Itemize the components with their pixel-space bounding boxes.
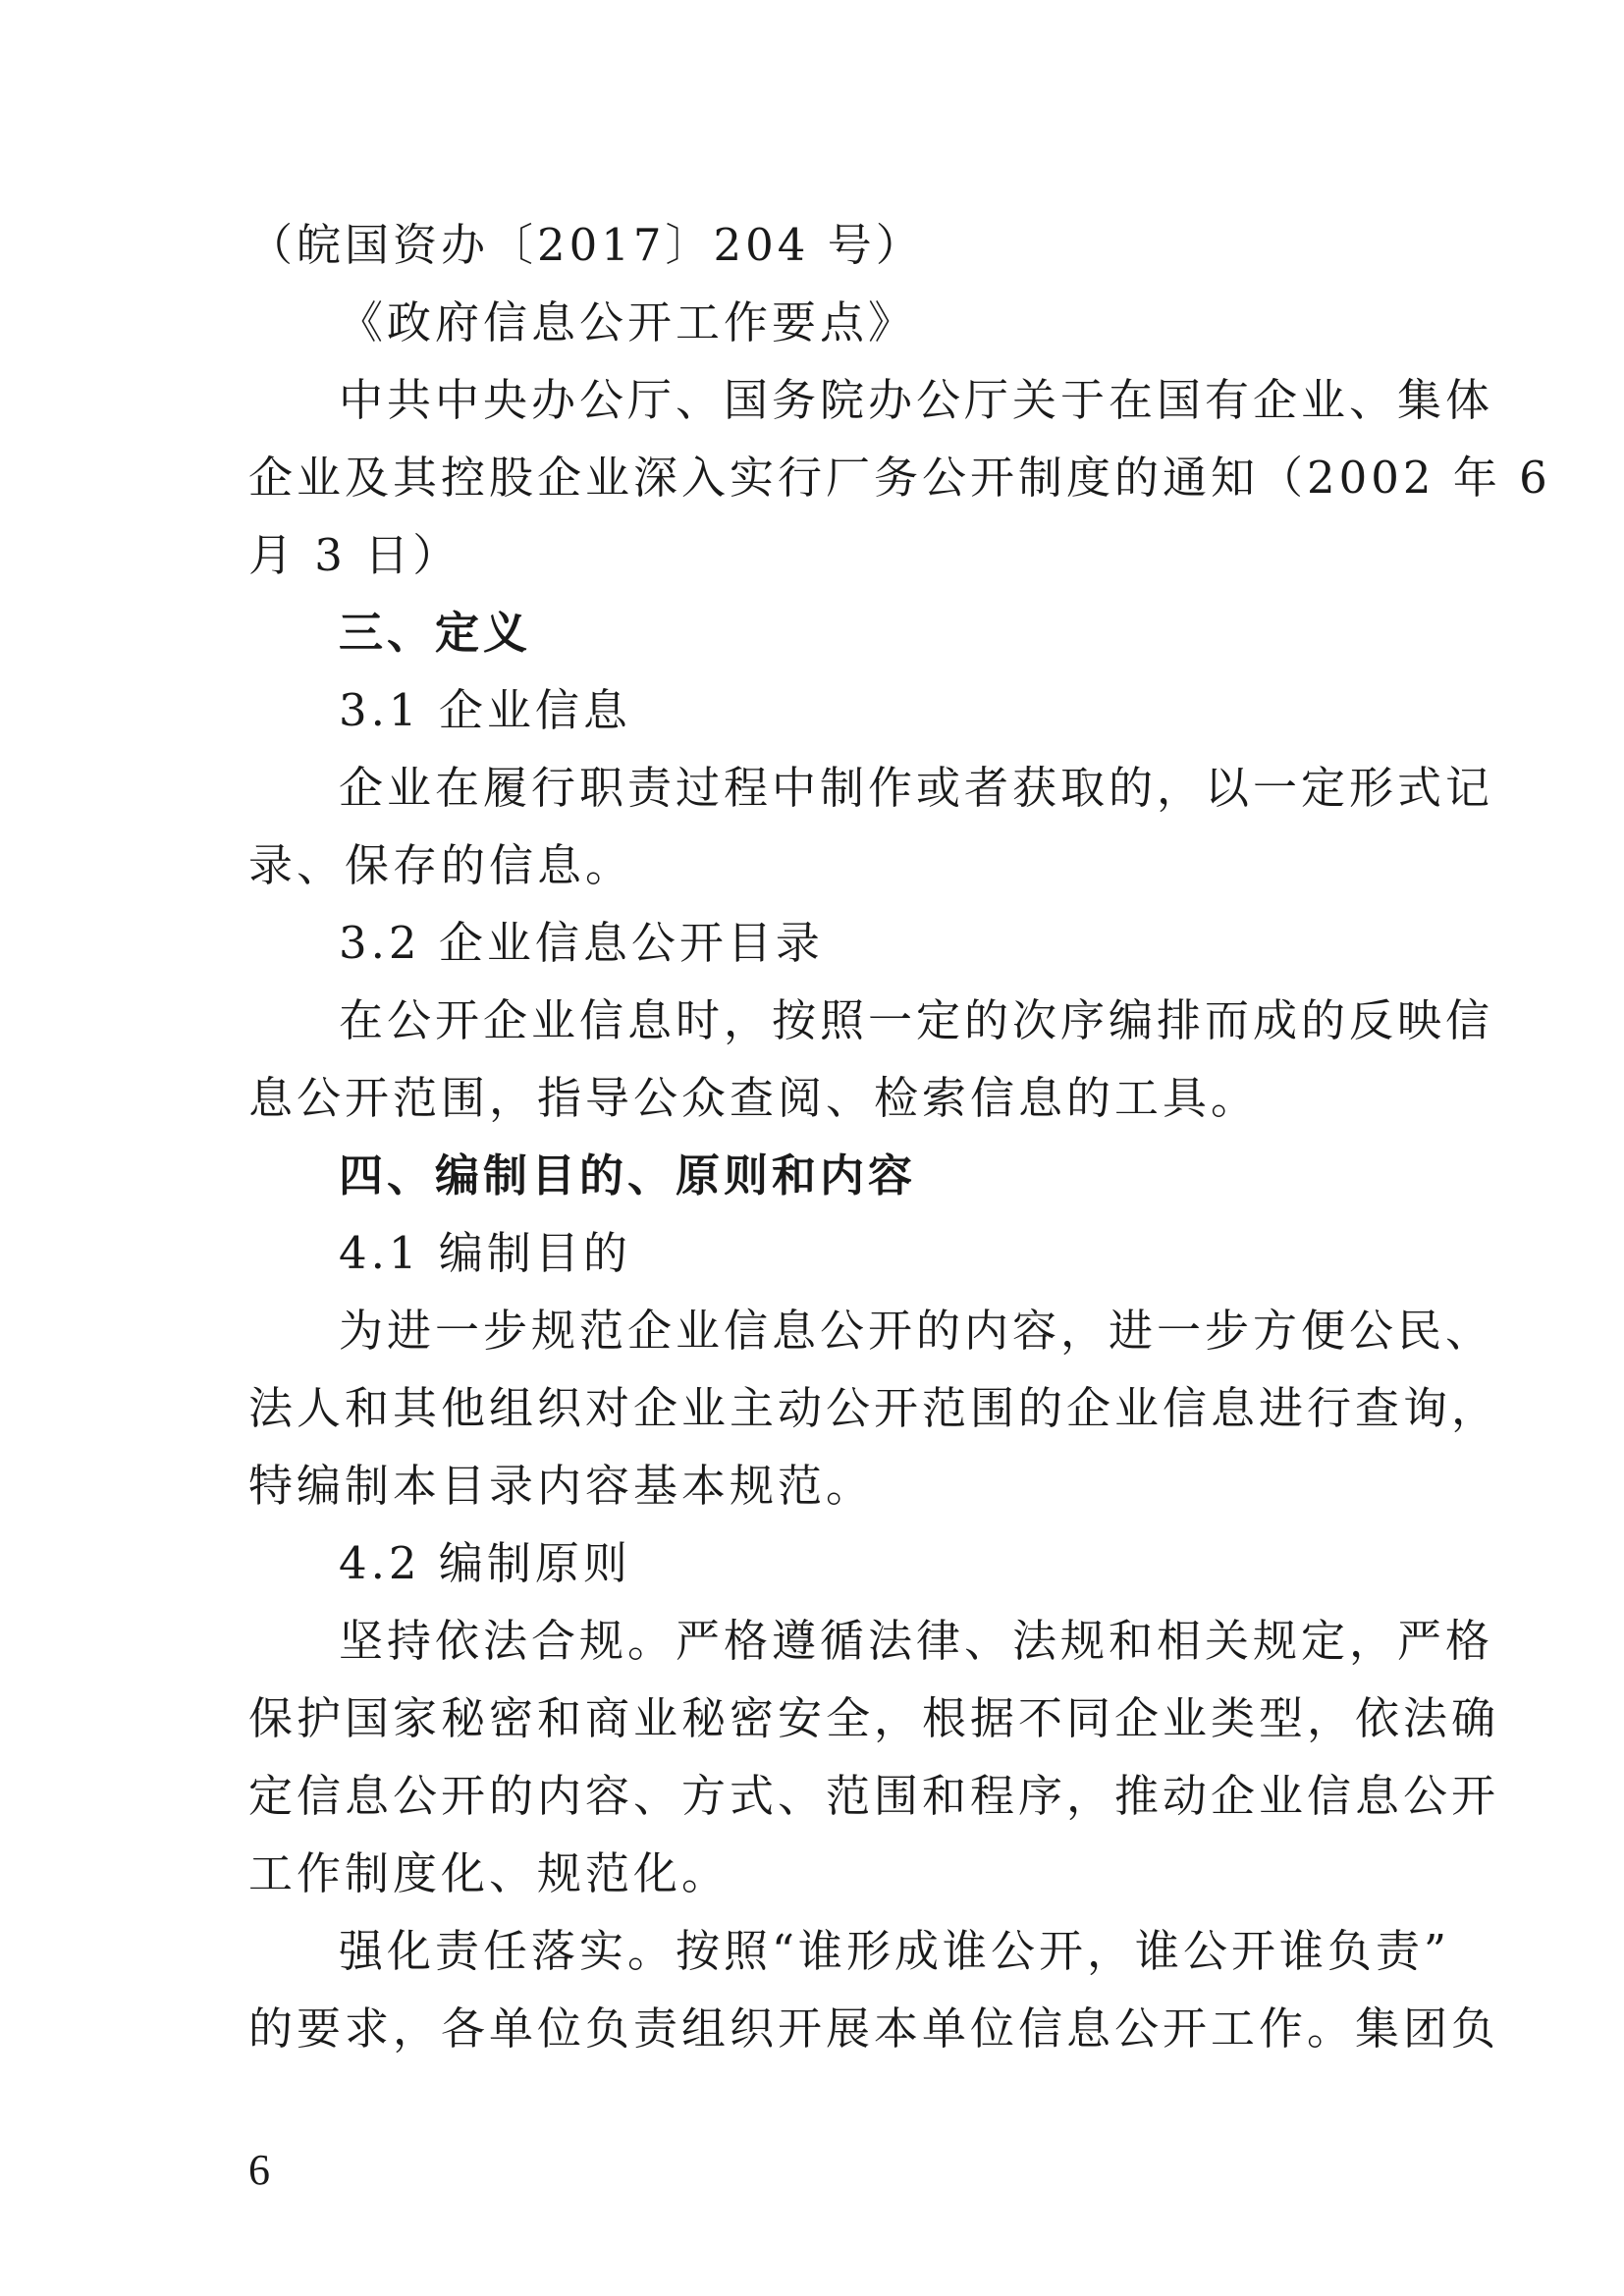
text-line-citation: （皖国资办〔2017〕204 号）	[248, 219, 924, 271]
section-heading-definitions: 三、定义	[339, 607, 532, 659]
subsection-heading: 3.2 企业信息公开目录	[339, 917, 824, 969]
text-line: 坚持依法合规。严格遵循法律、法规和相关规定，严格	[339, 1615, 1494, 1667]
text-line: 息公开范围，指导公众查阅、检索信息的工具。	[248, 1072, 1260, 1124]
text-line-reference-title: 《政府信息公开工作要点》	[339, 296, 917, 348]
text-line: 企业在履行职责过程中制作或者获取的，以一定形式记	[339, 762, 1494, 814]
text-line: 中共中央办公厅、国务院办公厅关于在国有企业、集体	[339, 374, 1494, 426]
text-line: 工作制度化、规范化。	[248, 1847, 731, 1899]
subsection-heading: 4.1 编制目的	[339, 1227, 631, 1279]
text-line: 企业及其控股企业深入实行厂务公开制度的通知（2002 年 6	[248, 452, 1551, 504]
page-number: 6	[248, 2146, 270, 2194]
text-line: 保护国家秘密和商业秘密安全，根据不同企业类型，依法确	[248, 1692, 1500, 1744]
text-line: 强化责任落实。按照“谁形成谁公开，谁公开谁负责”	[339, 1925, 1451, 1977]
section-heading-purpose: 四、编制目的、原则和内容	[339, 1149, 917, 1201]
text-line: 在公开企业信息时，按照一定的次序编排而成的反映信	[339, 994, 1494, 1046]
subsection-heading: 3.1 企业信息	[339, 684, 631, 736]
text-line: 为进一步规范企业信息公开的内容，进一步方便公民、	[339, 1305, 1494, 1357]
subsection-heading: 4.2 编制原则	[339, 1537, 631, 1589]
text-line: 录、保存的信息。	[248, 839, 634, 891]
text-line: 法人和其他组织对企业主动公开范围的企业信息进行查询，	[248, 1382, 1500, 1434]
text-line: 月 3 日）	[248, 529, 461, 581]
text-line: 的要求，各单位负责组织开展本单位信息公开工作。集团负	[248, 2002, 1500, 2055]
text-line: 特编制本目录内容基本规范。	[248, 1460, 875, 1512]
text-line: 定信息公开的内容、方式、范围和程序，推动企业信息公开	[248, 1770, 1500, 1822]
